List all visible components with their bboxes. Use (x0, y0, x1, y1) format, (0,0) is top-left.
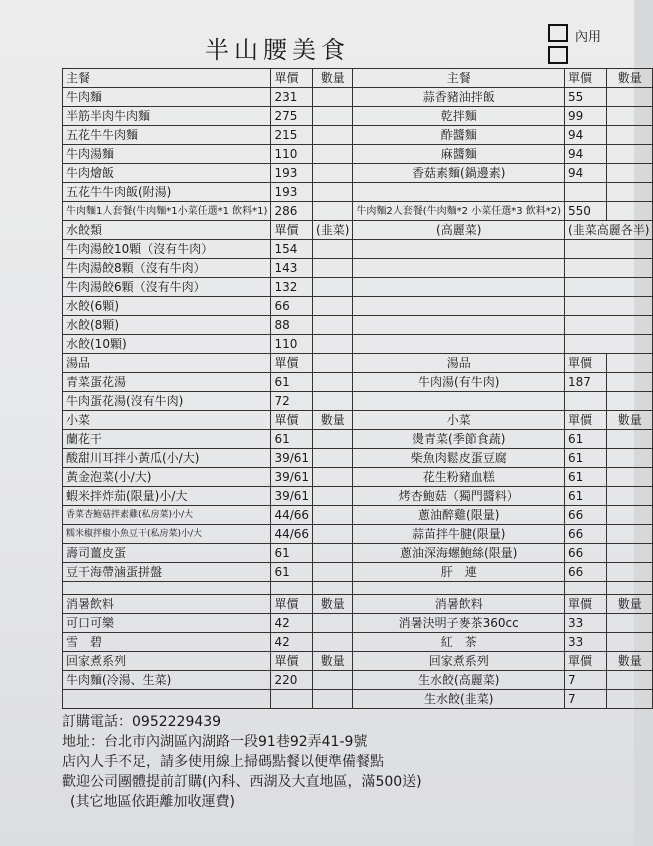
menu-cell (607, 107, 653, 126)
menu-cell (607, 373, 653, 392)
menu-row (63, 240, 653, 259)
menu-cell (313, 614, 353, 633)
menu-cell: 7 (565, 690, 607, 709)
menu-cell (607, 690, 653, 709)
menu-cell (313, 544, 353, 563)
menu-cell (353, 240, 565, 259)
menu-cell: 7 (565, 671, 607, 690)
menu-cell: 187 (565, 373, 607, 392)
menu-cell: 可口可樂 (63, 614, 271, 633)
menu-cell (565, 316, 653, 335)
menu-cell (353, 582, 565, 595)
menu-cell (313, 671, 353, 690)
menu-cell: 酸甜川耳拌小黃瓜(小/大) (63, 449, 271, 468)
menu-cell: 275 (271, 107, 313, 126)
menu-cell: 110 (271, 335, 313, 354)
menu-cell: 66 (271, 297, 313, 316)
menu-cell (607, 525, 653, 544)
menu-cell (313, 525, 353, 544)
menu-cell: 193 (271, 164, 313, 183)
menu-cell: 半筋半肉牛肉麵 (63, 107, 271, 126)
menu-cell: 牛肉湯麵 (63, 145, 271, 164)
menu-cell (313, 468, 353, 487)
menu-cell: 消暑決明子麥茶360cc (353, 614, 565, 633)
menu-cell (607, 202, 653, 221)
menu-cell: 燙青菜(季節食蔬) (353, 430, 565, 449)
menu-cell: 小菜 (353, 411, 565, 430)
menu-cell (607, 633, 653, 652)
menu-cell (565, 259, 653, 278)
section-header-row (63, 354, 653, 373)
menu-cell (313, 335, 353, 354)
menu-cell (353, 259, 565, 278)
menu-cell: 糯米椒拌椒小魚豆干(私房菜)小/大 (63, 525, 271, 544)
menu-cell: 72 (271, 392, 313, 411)
menu-cell: 單價 (271, 652, 313, 671)
menu-cell: 蘭花干 (63, 430, 271, 449)
menu-cell (607, 506, 653, 525)
menu-cell: 雪 碧 (63, 633, 271, 652)
menu-cell: 44/66 (271, 506, 313, 525)
menu-cell: 61 (271, 544, 313, 563)
menu-cell: 數量 (313, 69, 353, 88)
menu-cell: 生水餃(高麗菜) (353, 671, 565, 690)
menu-cell (313, 183, 353, 202)
menu-row (63, 544, 653, 563)
menu-cell: 39/61 (271, 468, 313, 487)
menu-cell: 66 (565, 563, 607, 582)
menu-cell (313, 563, 353, 582)
menu-cell (313, 373, 353, 392)
menu-row (63, 88, 653, 107)
menu-cell (565, 582, 607, 595)
menu-row (63, 671, 653, 690)
menu-cell: 數量 (313, 595, 353, 614)
menu-cell: 水餃(6顆) (63, 297, 271, 316)
menu-cell: 酢醬麵 (353, 126, 565, 145)
menu-cell: 湯品 (63, 354, 271, 373)
menu-cell: 生水餃(韭菜) (353, 690, 565, 709)
menu-cell: 水餃(8顆) (63, 316, 271, 335)
menu-cell (607, 392, 653, 411)
menu-cell: 牛肉麵 (63, 88, 271, 107)
menu-cell: 數量 (607, 69, 653, 88)
menu-cell: 94 (565, 164, 607, 183)
delivery-note: (其它地區依距離加收運費) (70, 794, 235, 810)
section-header-row (63, 595, 653, 614)
order-phone: 訂購電話：0952229439 (62, 714, 222, 730)
menu-cell: 數量 (607, 595, 653, 614)
menu-cell (313, 582, 353, 595)
menu-cell (607, 145, 653, 164)
menu-cell: 550 (565, 202, 607, 221)
menu-cell: 143 (271, 259, 313, 278)
menu-cell (607, 88, 653, 107)
menu-cell: 單價 (565, 652, 607, 671)
menu-cell: 水餃(10顆) (63, 335, 271, 354)
menu-cell: 牛肉湯(有牛肉) (353, 373, 565, 392)
menu-cell: 回家煮系列 (353, 652, 565, 671)
menu-cell: 42 (271, 633, 313, 652)
menu-cell (313, 633, 353, 652)
menu-cell: 數量 (313, 411, 353, 430)
menu-cell: 五花牛牛肉飯(附湯) (63, 183, 271, 202)
menu-cell: 香菇素麵(鍋邊素) (353, 164, 565, 183)
menu-cell: 61 (271, 430, 313, 449)
menu-cell: 紅 茶 (353, 633, 565, 652)
menu-cell (353, 183, 565, 202)
dine-in-checkbox (548, 24, 568, 42)
menu-cell: 42 (271, 614, 313, 633)
menu-cell: 麻醬麵 (353, 145, 565, 164)
menu-cell: 五花牛牛肉麵 (63, 126, 271, 145)
menu-cell (313, 354, 353, 373)
menu-cell (63, 690, 271, 709)
menu-cell (313, 240, 353, 259)
menu-cell: 蒜苗拌牛腱(限量) (353, 525, 565, 544)
menu-cell: 數量 (607, 652, 653, 671)
menu-cell: 66 (565, 506, 607, 525)
menu-cell (353, 335, 565, 354)
menu-cell (313, 449, 353, 468)
menu-cell: 單價 (271, 411, 313, 430)
menu-cell: 牛肉燴飯 (63, 164, 271, 183)
menu-cell: 主餐 (353, 69, 565, 88)
menu-cell (607, 487, 653, 506)
menu-cell: 33 (565, 633, 607, 652)
menu-cell: 豆干海帶滷蛋拼盤 (63, 563, 271, 582)
menu-cell: 單價 (271, 221, 313, 240)
menu-cell: 單價 (565, 595, 607, 614)
menu-row (63, 582, 653, 595)
menu-cell: 61 (271, 373, 313, 392)
menu-row (63, 335, 653, 354)
menu-cell (607, 671, 653, 690)
menu-cell (313, 506, 353, 525)
menu-cell: 132 (271, 278, 313, 297)
menu-row (63, 614, 653, 633)
menu-cell: (韭菜) (313, 221, 353, 240)
menu-row (63, 563, 653, 582)
menu-cell: 回家煮系列 (63, 652, 271, 671)
menu-cell (353, 392, 565, 411)
ordering-notice: 店內人手不足，請多使用線上掃碼點餐以便準備餐點 (62, 754, 384, 770)
menu-cell: 蔥油深海螺鮑絲(限量) (353, 544, 565, 563)
menu-row (63, 373, 653, 392)
menu-cell (313, 487, 353, 506)
menu-cell (565, 392, 607, 411)
menu-cell (313, 430, 353, 449)
menu-cell: 牛肉麵1人套餐(牛肉麵*1小菜任選*1 飲料*1) (63, 202, 271, 221)
menu-cell: 單價 (271, 595, 313, 614)
menu-row (63, 392, 653, 411)
menu-cell (313, 690, 353, 709)
menu-cell: 蝦米拌炸茄(限量)小/大 (63, 487, 271, 506)
menu-row (63, 126, 653, 145)
menu-cell (607, 430, 653, 449)
menu-cell: 蒜香豬油拌飯 (353, 88, 565, 107)
menu-row (63, 221, 653, 240)
menu-cell (353, 278, 565, 297)
menu-cell: 39/61 (271, 487, 313, 506)
menu-cell (313, 259, 353, 278)
footer-info (62, 712, 422, 812)
menu-cell: 牛肉湯餃6顆（沒有牛肉） (63, 278, 271, 297)
menu-cell: 數量 (313, 652, 353, 671)
menu-row (63, 430, 653, 449)
menu-cell: 數量 (607, 411, 653, 430)
menu-cell: 柴魚肉鬆皮蛋豆腐 (353, 449, 565, 468)
menu-cell: 青菜蛋花湯 (63, 373, 271, 392)
menu-table (62, 68, 653, 709)
menu-cell (313, 202, 353, 221)
checkbox (548, 46, 568, 64)
menu-cell (313, 316, 353, 335)
shop-title: 半山腰美食 (205, 36, 350, 64)
menu-cell (313, 126, 353, 145)
menu-cell: 61 (565, 449, 607, 468)
menu-cell: 單價 (271, 69, 313, 88)
menu-cell: 單價 (565, 411, 607, 430)
menu-cell: 154 (271, 240, 313, 259)
section-header-row (63, 411, 653, 430)
menu-cell: 香菜杏鮑菇拌素雞(私房菜)小/大 (63, 506, 271, 525)
menu-cell: 牛肉麵2人套餐(牛肉麵*2 小菜任選*3 飲料*2) (353, 202, 565, 221)
menu-cell: 乾拌麵 (353, 107, 565, 126)
menu-cell (313, 145, 353, 164)
menu-cell (565, 183, 607, 202)
menu-cell: 61 (271, 563, 313, 582)
menu-cell (607, 354, 653, 373)
menu-row (63, 506, 653, 525)
menu-cell: 主餐 (63, 69, 271, 88)
menu-cell (607, 164, 653, 183)
menu-cell: 99 (565, 107, 607, 126)
shop-address: 地址：台北市內湖區內湖路一段91巷92弄41-9號 (62, 734, 368, 750)
menu-cell: 牛肉湯餃10顆（沒有牛肉） (63, 240, 271, 259)
menu-cell (565, 278, 653, 297)
menu-cell: 66 (565, 525, 607, 544)
menu-cell (565, 240, 653, 259)
menu-row (63, 259, 653, 278)
menu-cell: 黃金泡菜(小/大) (63, 468, 271, 487)
menu-cell: 286 (271, 202, 313, 221)
menu-cell: 193 (271, 183, 313, 202)
menu-cell: 55 (565, 88, 607, 107)
menu-cell (313, 107, 353, 126)
menu-cell (607, 183, 653, 202)
menu-row (63, 690, 653, 709)
menu-row (63, 145, 653, 164)
menu-cell (607, 468, 653, 487)
menu-row (63, 297, 653, 316)
menu-cell: 220 (271, 671, 313, 690)
section-header-row (63, 652, 653, 671)
menu-cell: 33 (565, 614, 607, 633)
menu-row (63, 316, 653, 335)
menu-cell: 66 (565, 544, 607, 563)
menu-cell (313, 297, 353, 316)
menu-cell (63, 582, 271, 595)
menu-cell: 消暑飲料 (353, 595, 565, 614)
menu-cell: 牛肉湯餃8顆（沒有牛肉） (63, 259, 271, 278)
menu-row (63, 164, 653, 183)
menu-cell (607, 126, 653, 145)
menu-cell: (韭菜高麗各半) (565, 221, 653, 240)
menu-cell (565, 335, 653, 354)
menu-cell: 39/61 (271, 449, 313, 468)
menu-row (63, 183, 653, 202)
menu-row (63, 278, 653, 297)
menu-cell: 88 (271, 316, 313, 335)
menu-cell: 44/66 (271, 525, 313, 544)
menu-cell: 肝 連 (353, 563, 565, 582)
menu-cell: 61 (565, 430, 607, 449)
menu-cell: 61 (565, 468, 607, 487)
menu-cell: 牛肉麵(冷湯、生菜) (63, 671, 271, 690)
group-order-note: 歡迎公司團體提前訂購(內科、西湖及大直地區，滿500送) (62, 774, 422, 790)
menu-row (63, 107, 653, 126)
menu-cell: 215 (271, 126, 313, 145)
menu-row (63, 202, 653, 221)
menu-cell: 壽司薑皮蛋 (63, 544, 271, 563)
menu-cell: 94 (565, 145, 607, 164)
menu-cell (565, 297, 653, 316)
menu-cell (353, 316, 565, 335)
menu-cell: 94 (565, 126, 607, 145)
menu-cell (271, 690, 313, 709)
menu-cell: 231 (271, 88, 313, 107)
menu-cell (353, 297, 565, 316)
menu-cell (607, 544, 653, 563)
menu-cell: 61 (565, 487, 607, 506)
menu-cell: 單價 (565, 354, 607, 373)
menu-row (63, 633, 653, 652)
section-header-row (63, 69, 653, 88)
menu-cell (313, 278, 353, 297)
menu-cell (607, 449, 653, 468)
menu-row (63, 525, 653, 544)
menu-cell (313, 392, 353, 411)
menu-cell: 小菜 (63, 411, 271, 430)
menu-cell: 110 (271, 145, 313, 164)
menu-cell (271, 582, 313, 595)
menu-cell: 水餃類 (63, 221, 271, 240)
menu-cell: 蔥油醉雞(限量) (353, 506, 565, 525)
menu-cell (607, 563, 653, 582)
menu-cell: 單價 (271, 354, 313, 373)
menu-cell (313, 164, 353, 183)
menu-cell: (高麗菜) (353, 221, 565, 240)
menu-cell: 牛肉蛋花湯(沒有牛肉) (63, 392, 271, 411)
menu-cell: 單價 (565, 69, 607, 88)
menu-row (63, 487, 653, 506)
menu-row (63, 449, 653, 468)
dine-in-label: 內用 (575, 30, 602, 45)
menu-cell (313, 88, 353, 107)
menu-cell (607, 614, 653, 633)
menu-row (63, 468, 653, 487)
menu-cell: 湯品 (353, 354, 565, 373)
menu-cell: 烤杏鮑菇（獨門醬料） (353, 487, 565, 506)
menu-cell: 消暑飲料 (63, 595, 271, 614)
menu-cell (607, 582, 653, 595)
menu-cell: 花生粉豬血糕 (353, 468, 565, 487)
